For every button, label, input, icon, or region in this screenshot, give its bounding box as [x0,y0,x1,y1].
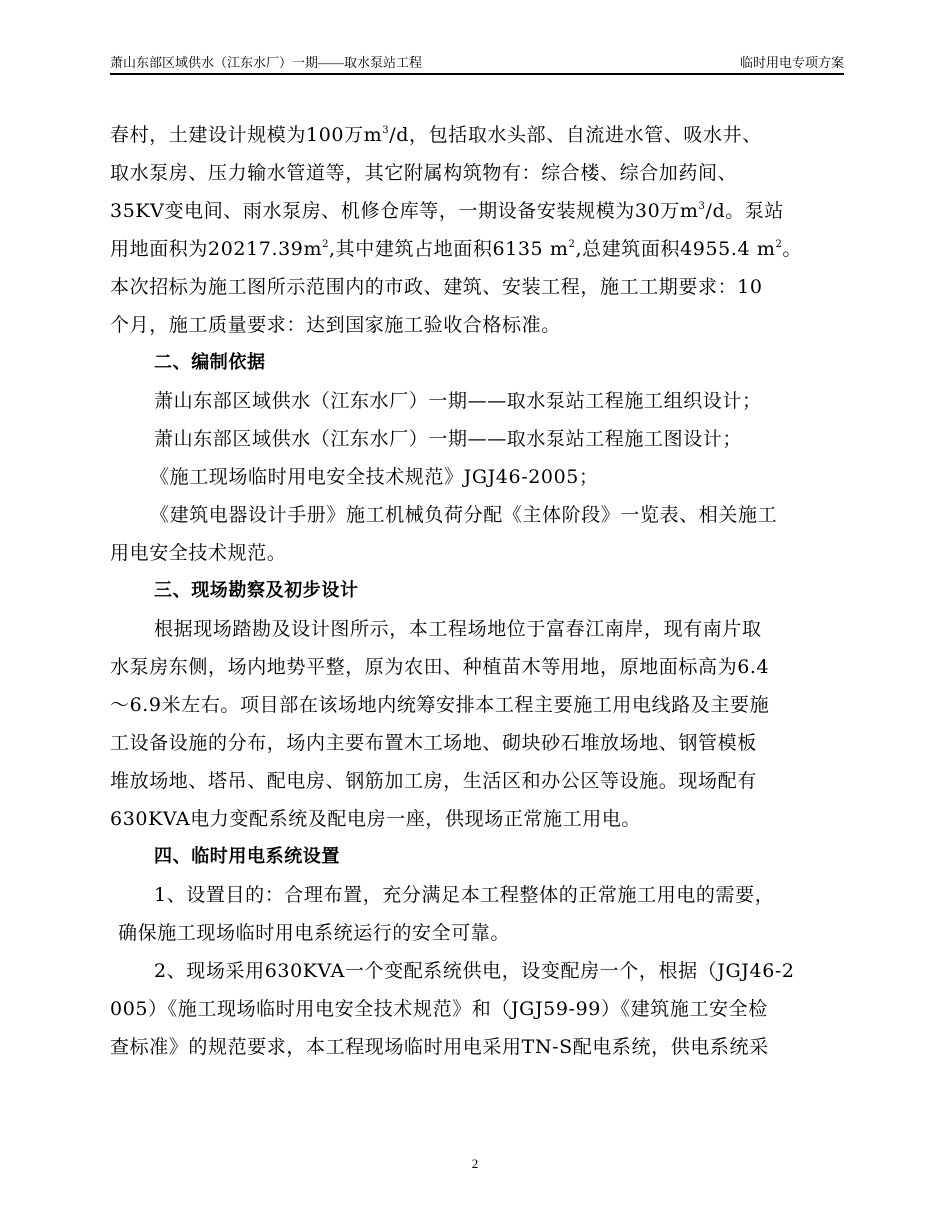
superscript: 3 [698,201,706,212]
project-overview-paragraph [110,116,850,344]
text-line: 本次招标为施工图所示范围内的市政、建筑、安装工程，施工工期要求：10 [110,276,763,298]
text-line: 35KV变电间、雨水泵房、机修仓库等，一期设备安装规模为30万$m^3/d$。泵站 [110,200,785,222]
section-heading: 二、编制依据 [154,352,266,373]
text-line: 用电安全技术规范。 [110,542,287,564]
section-heading: 四、临时用电系统设置 [154,846,340,867]
basis-item: 《建筑电器设计手册》施工机械负荷分配《主体阶段》一览表、相关施工 [150,504,778,526]
basis-item: 萧山东部区域供水（江东水厂）一期——取水泵站工程施工图设计； [154,428,743,450]
page-header [110,52,844,74]
superscript: 2 [775,239,783,250]
text-line: 005）《施工现场临时用电安全技术规范》和（JGJ59-99）《建筑施工安全检 [110,998,768,1020]
basis-item: 萧山东部区域供水（江东水厂）一期——取水泵站工程施工组织设计； [154,390,762,412]
text-line: 用地面积为$20217.39m^2$,其中建筑占地面积6135 $m^2$,总建筑面积4955.4 $m^2$。 [110,238,803,260]
text-line: 堆放场地、塔吊、配电房、钢筋加工房，生活区和办公区等设施。现场配有 [110,770,757,792]
text-line: 630KVA电力变配系统及配电房一座，供现场正常施工用电。 [110,808,642,830]
text-line: 1、设置目的：合理布置，充分满足本工程整体的正常施工用电的需要， [154,884,775,906]
document-body [110,116,850,1066]
text-line: 2、现场采用630KVA一个变配系统供电，设变配房一个，根据（JGJ46-2 [154,960,795,982]
text-line: 确保施工现场临时用电系统运行的安全可靠。 [118,922,511,944]
section-heading: 三、现场勘察及初步设计 [154,580,359,601]
superscript: 2 [322,239,330,250]
text-line: 工设备设施的分布，场内主要布置木工场地、砌块砂石堆放场地、钢管模板 [110,732,757,754]
text-line: 春村，土建设计规模为100万$m^3/d$，包括取水头部、自流进水管、吸水井、 [110,124,762,146]
text-line: 查标准》的规范要求，本工程现场临时用电采用TN-S配电系统，供电系统采 [110,1036,769,1058]
text-line: 根据现场踏勘及设计图所示，本工程场地位于富春江南岸，现有南片取 [154,618,762,640]
superscript: 2 [568,239,576,250]
header-project-title: 萧山东部区域供水（江东水厂）一期——取水泵站工程 [110,55,423,70]
header-document-type: 临时用电专项方案 [739,55,844,70]
superscript: 3 [382,125,390,136]
header-rule [110,73,844,75]
text-line: 水泵房东侧，场内地势平整，原为农田、种植苗木等用地，原地面标高为6.4 [110,656,770,678]
page-number: 2 [471,1156,479,1171]
basis-item: 《施工现场临时用电安全技术规范》JGJ46-2005； [150,466,599,488]
text-line: ～6.9米左右。项目部在该场地内统筹安排本工程主要施工用电线路及主要施 [110,694,770,716]
text-line: 个月，施工质量要求：达到国家施工验收合格标准。 [110,314,561,336]
text-line: 取水泵房、压力输水管道等，其它附属构筑物有：综合楼、综合加药间、 [110,162,738,184]
